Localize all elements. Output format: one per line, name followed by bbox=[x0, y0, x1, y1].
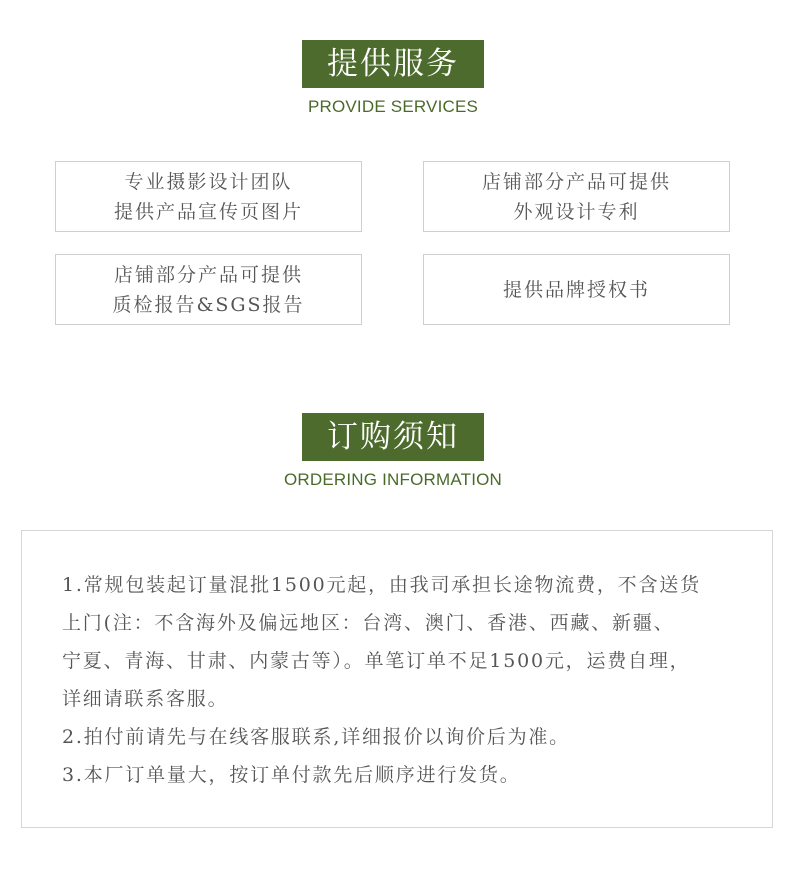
service-card-line: 提供品牌授权书 bbox=[502, 278, 650, 301]
service-card-line: 提供产品宣传页图片 bbox=[113, 200, 303, 223]
services-subtitle: PROVIDE SERVICES bbox=[307, 97, 479, 116]
ordering-note-line: 宁夏、青海、甘肃、内蒙古等）。单笔订单不足1500元，运费自理， bbox=[62, 650, 691, 672]
service-card-line: 店铺部分产品可提供 bbox=[113, 263, 303, 286]
ordering-note bbox=[62, 756, 752, 794]
ordering-note-line: 1.常规包装起订量混批1500元起，由我司承担长途物流费，不含送货 bbox=[62, 574, 701, 596]
service-card bbox=[55, 254, 362, 325]
ordering-note-line: 详细请联系客服。 bbox=[62, 688, 229, 710]
ordering-notes-box bbox=[21, 530, 773, 828]
service-card bbox=[423, 161, 730, 232]
service-card bbox=[55, 161, 362, 232]
ordering-note-line: 上门(注：不含海外及偏远地区：台湾、澳门、香港、西藏、新疆、 bbox=[62, 612, 675, 634]
ordering-subtitle: ORDERING INFORMATION bbox=[283, 470, 503, 489]
ordering-note-line: 2.拍付前请先与在线客服联系,详细报价以询价后为准。 bbox=[62, 726, 570, 748]
ordering-note bbox=[62, 566, 752, 718]
service-card bbox=[423, 254, 730, 325]
services-title: 提供服务 bbox=[302, 40, 484, 88]
ordering-note bbox=[62, 718, 752, 756]
service-card-line: 店铺部分产品可提供 bbox=[481, 170, 671, 193]
ordering-title: 订购须知 bbox=[302, 413, 484, 461]
service-card-line: 外观设计专利 bbox=[513, 200, 640, 223]
service-card-line: 质检报告&SGS报告 bbox=[112, 293, 305, 316]
service-card-line: 专业摄影设计团队 bbox=[124, 170, 293, 193]
ordering-note-line: 3.本厂订单量大，按订单付款先后顺序进行发货。 bbox=[62, 764, 521, 786]
